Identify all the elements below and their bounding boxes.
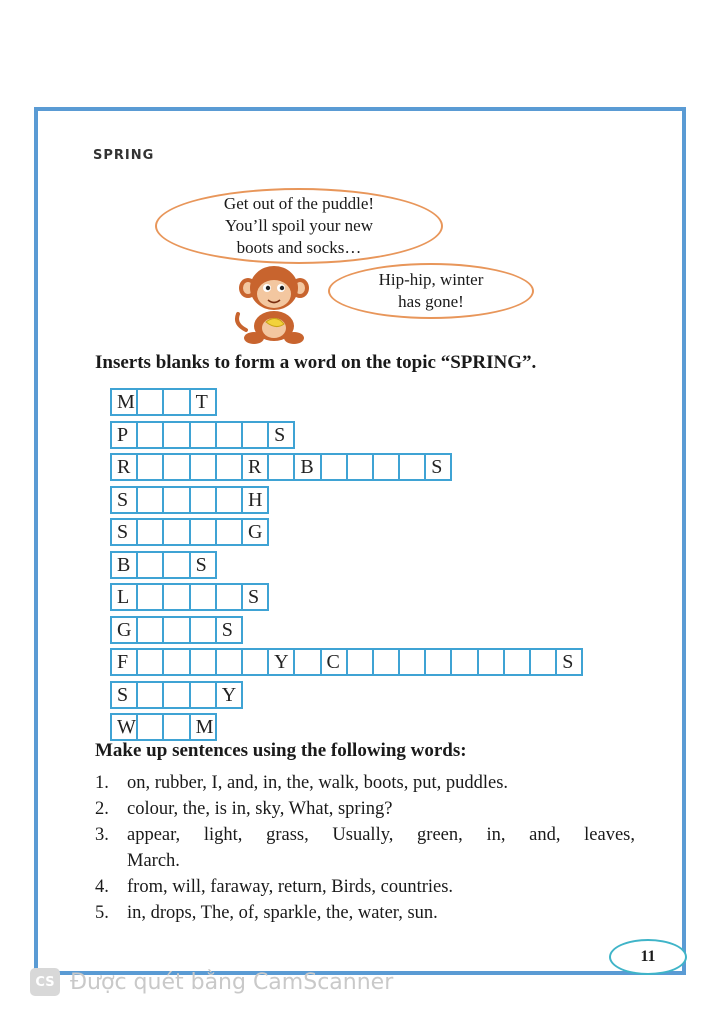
page-number: 11: [609, 939, 687, 975]
task1-heading: Inserts blanks to form a word on the topic “SPRING”.: [95, 352, 537, 373]
crossword-blank-cell[interactable]: [189, 421, 217, 449]
crossword-blank-cell[interactable]: [320, 453, 348, 481]
crossword-letter-cell: S: [110, 486, 138, 514]
item-text: appear, light, grass, Usually, green, in, and, leaves,: [127, 825, 635, 845]
crossword-blank-cell[interactable]: [477, 648, 505, 676]
bubble-line: You’ll spoil your new: [225, 216, 373, 235]
crossword-blank-cell[interactable]: [162, 518, 190, 546]
watermark-text: Được quét bằng CamScanner: [70, 969, 394, 995]
crossword-letter-cell: T: [189, 388, 217, 416]
bubble-line: has gone!: [398, 292, 464, 311]
crossword-letter-cell: W: [110, 713, 138, 741]
list-item: [95, 874, 635, 900]
item-text: March.: [127, 851, 180, 871]
crossword-blank-cell[interactable]: [346, 453, 374, 481]
list-item-continuation: [95, 848, 635, 874]
crossword-blank-cell[interactable]: [162, 388, 190, 416]
crossword-blank-cell[interactable]: [162, 681, 190, 709]
bubble-line: Hip-hip, winter: [378, 270, 484, 289]
crossword-blank-cell[interactable]: [162, 713, 190, 741]
crossword-blank-cell[interactable]: [162, 421, 190, 449]
crossword-blank-cell[interactable]: [215, 648, 243, 676]
crossword-blank-cell[interactable]: [450, 648, 478, 676]
crossword-blank-cell[interactable]: [136, 486, 164, 514]
crossword-blank-cell[interactable]: [136, 616, 164, 644]
crossword-blank-cell[interactable]: [241, 648, 269, 676]
crossword-row: [110, 616, 583, 644]
crossword-row: [110, 583, 583, 611]
item-number: 5.: [95, 903, 109, 923]
crossword-blank-cell[interactable]: [162, 486, 190, 514]
crossword-blank-cell[interactable]: [162, 616, 190, 644]
crossword-blank-cell[interactable]: [215, 583, 243, 611]
crossword-blank-cell[interactable]: [162, 583, 190, 611]
crossword-letter-cell: F: [110, 648, 138, 676]
bubble-line: Get out of the puddle!: [223, 194, 375, 213]
crossword-blank-cell[interactable]: [136, 388, 164, 416]
crossword-row: [110, 388, 583, 416]
crossword-blank-cell[interactable]: [398, 453, 426, 481]
crossword-blank-cell[interactable]: [136, 518, 164, 546]
crossword-letter-cell: L: [110, 583, 138, 611]
crossword-row: [110, 681, 583, 709]
item-number: 2.: [95, 799, 109, 819]
list-item: [95, 900, 635, 926]
crossword-blank-cell[interactable]: [189, 453, 217, 481]
crossword-blank-cell[interactable]: [293, 648, 321, 676]
crossword-blank-cell[interactable]: [503, 648, 531, 676]
crossword-letter-cell: G: [241, 518, 269, 546]
crossword-row: [110, 648, 583, 676]
crossword-row: [110, 421, 583, 449]
crossword-blank-cell[interactable]: [189, 616, 217, 644]
monkey-illustration: [232, 264, 316, 344]
crossword-grid: [110, 388, 583, 746]
crossword-blank-cell[interactable]: [136, 713, 164, 741]
crossword-blank-cell[interactable]: [189, 518, 217, 546]
crossword-blank-cell[interactable]: [424, 648, 452, 676]
crossword-blank-cell[interactable]: [215, 518, 243, 546]
crossword-letter-cell: H: [241, 486, 269, 514]
crossword-blank-cell[interactable]: [136, 648, 164, 676]
list-item: [95, 796, 635, 822]
crossword-blank-cell[interactable]: [189, 681, 217, 709]
speech-bubble-puddle: [155, 188, 443, 264]
crossword-letter-cell: P: [110, 421, 138, 449]
crossword-blank-cell[interactable]: [136, 583, 164, 611]
item-number: 4.: [95, 877, 109, 897]
item-number: 3.: [95, 825, 109, 845]
crossword-blank-cell[interactable]: [162, 551, 190, 579]
crossword-blank-cell[interactable]: [162, 648, 190, 676]
crossword-row: [110, 486, 583, 514]
crossword-letter-cell: M: [110, 388, 138, 416]
crossword-letter-cell: R: [110, 453, 138, 481]
item-text: on, rubber, I, and, in, the, walk, boots, put, puddles.: [127, 773, 509, 793]
camscanner-logo-icon: CS: [30, 968, 60, 996]
crossword-letter-cell: R: [241, 453, 269, 481]
crossword-letter-cell: S: [555, 648, 583, 676]
list-item: [95, 770, 635, 796]
crossword-blank-cell[interactable]: [215, 421, 243, 449]
crossword-blank-cell[interactable]: [372, 648, 400, 676]
crossword-letter-cell: Y: [267, 648, 295, 676]
crossword-blank-cell[interactable]: [398, 648, 426, 676]
item-text: from, will, faraway, return, Birds, countries.: [127, 877, 454, 897]
crossword-row: [110, 713, 583, 741]
crossword-letter-cell: S: [110, 681, 138, 709]
sentence-list: [95, 770, 635, 926]
crossword-blank-cell[interactable]: [136, 681, 164, 709]
crossword-blank-cell[interactable]: [529, 648, 557, 676]
crossword-letter-cell: B: [110, 551, 138, 579]
crossword-blank-cell[interactable]: [136, 551, 164, 579]
crossword-blank-cell[interactable]: [215, 486, 243, 514]
crossword-blank-cell[interactable]: [215, 453, 243, 481]
crossword-blank-cell[interactable]: [189, 648, 217, 676]
crossword-blank-cell[interactable]: [189, 486, 217, 514]
crossword-letter-cell: S: [189, 551, 217, 579]
crossword-blank-cell[interactable]: [162, 453, 190, 481]
camscanner-watermark: [30, 968, 393, 996]
task2-heading: Make up sentences using the following words:: [95, 740, 467, 761]
crossword-row: [110, 453, 583, 481]
item-text: in, drops, The, of, sparkle, the, water, sun.: [127, 903, 438, 923]
crossword-blank-cell[interactable]: [189, 583, 217, 611]
crossword-letter-cell: S: [267, 421, 295, 449]
item-text: colour, the, is in, sky, What, spring?: [127, 799, 393, 819]
list-item: [95, 822, 635, 848]
crossword-blank-cell[interactable]: [241, 421, 269, 449]
crossword-letter-cell: Y: [215, 681, 243, 709]
crossword-letter-cell: M: [189, 713, 217, 741]
crossword-row: [110, 551, 583, 579]
crossword-letter-cell: S: [110, 518, 138, 546]
item-number: 1.: [95, 773, 109, 793]
crossword-letter-cell: S: [424, 453, 452, 481]
crossword-row: [110, 518, 583, 546]
crossword-blank-cell[interactable]: [346, 648, 374, 676]
crossword-letter-cell: S: [215, 616, 243, 644]
crossword-letter-cell: B: [293, 453, 321, 481]
speech-bubble-winter: [328, 263, 534, 319]
crossword-blank-cell[interactable]: [267, 453, 295, 481]
crossword-blank-cell[interactable]: [136, 421, 164, 449]
crossword-blank-cell[interactable]: [372, 453, 400, 481]
crossword-letter-cell: C: [320, 648, 348, 676]
crossword-letter-cell: S: [241, 583, 269, 611]
bubble-line: boots and socks…: [236, 238, 362, 257]
crossword-blank-cell[interactable]: [136, 453, 164, 481]
section-label: SPRING: [93, 148, 155, 163]
crossword-letter-cell: G: [110, 616, 138, 644]
